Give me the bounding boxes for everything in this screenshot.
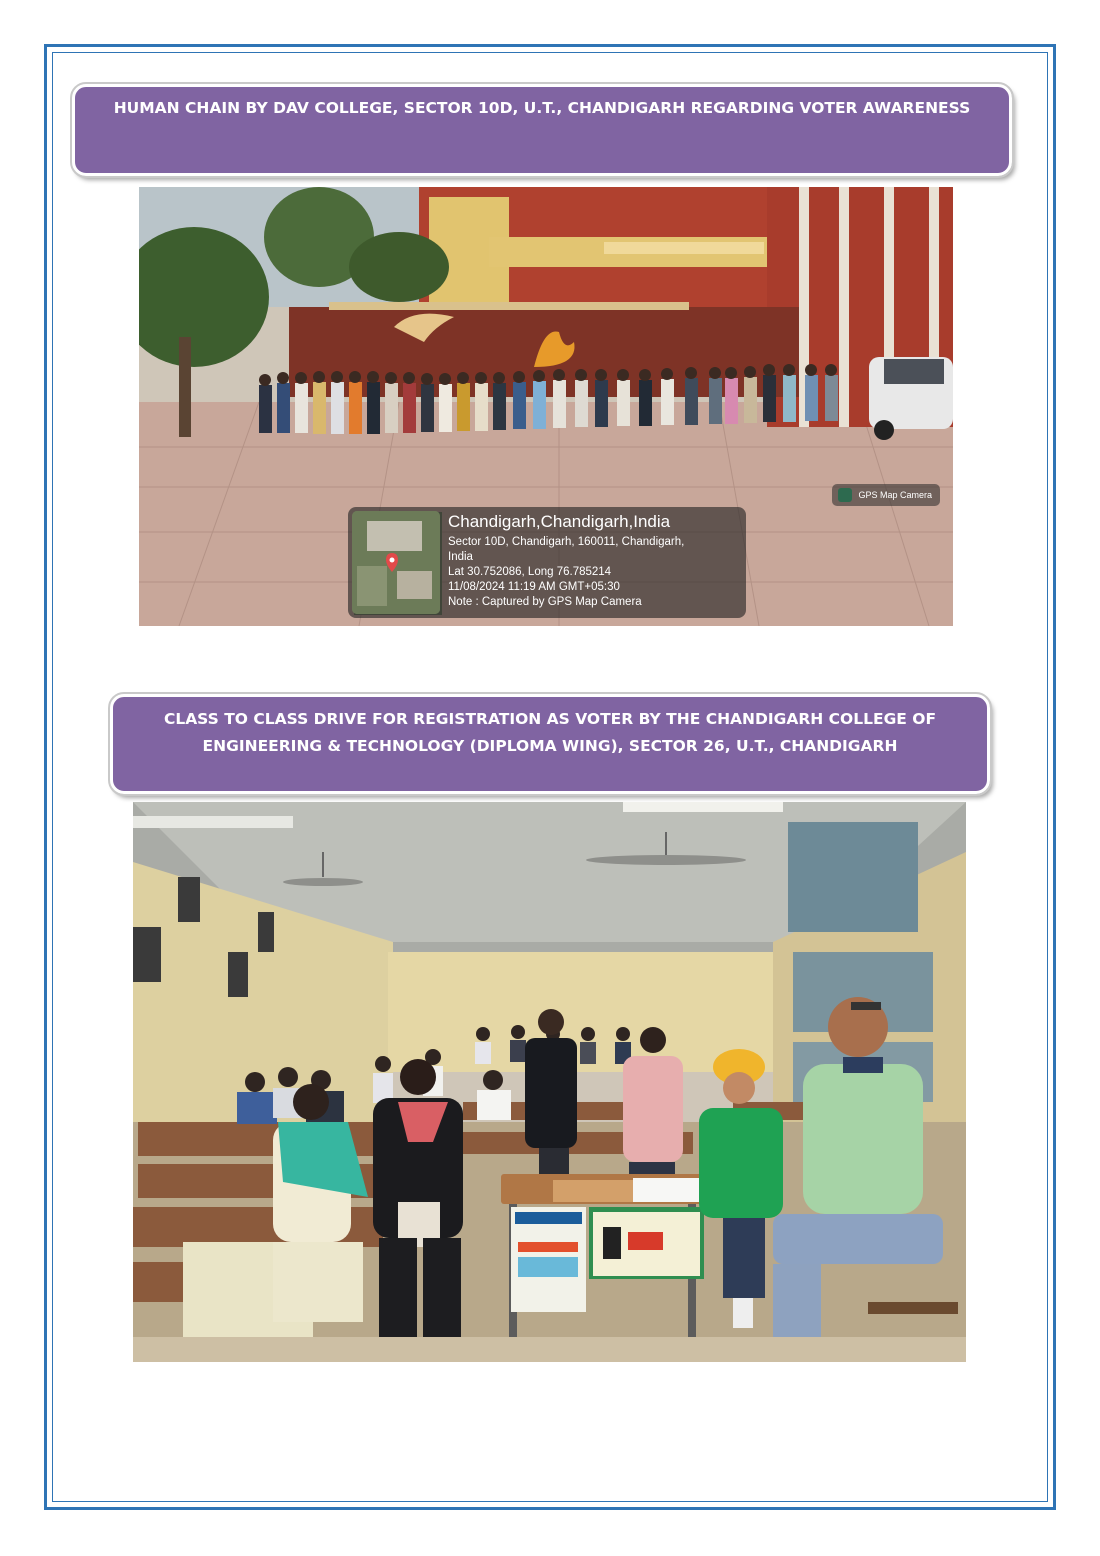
section-1-heading-line: HUMAN CHAIN BY DAV COLLEGE, SECTOR 10D, U.T., CHANDIGARH REGARDING VOTER AWARENESS	[113, 99, 971, 117]
section-2-heading-line-1: CLASS TO CLASS DRIVE FOR REGISTRATION AS VOTER BY THE CHANDIGARH COLLEGE OF	[163, 710, 937, 728]
gps-app-label: GPS Map Camera	[858, 490, 932, 500]
section-1-heading	[72, 84, 1012, 176]
gps-stamp	[348, 507, 746, 618]
section-2-heading-line-2: ENGINEERING & TECHNOLOGY (DIPLOMA WING), SECTOR 26, U.T., CHANDIGARH	[202, 737, 898, 755]
gps-address-line1: Sector 10D, Chandigarh, 160011, Chandigarh,	[448, 536, 685, 548]
gps-stamp-text	[448, 509, 740, 610]
map-icon	[352, 511, 440, 614]
gps-note: Note : Captured by GPS Map Camera	[448, 596, 642, 608]
gps-app-badge	[832, 484, 940, 506]
human-chain-photo	[139, 187, 953, 626]
gps-timestamp: 11/08/2024 11:19 AM GMT+05:30	[448, 581, 620, 593]
classroom-photo	[133, 802, 966, 1362]
classroom-scene	[133, 802, 966, 1362]
gps-camera-icon	[838, 488, 852, 502]
section-2-heading	[110, 694, 990, 794]
gps-coordinates: Lat 30.752086, Long 76.785214	[448, 566, 612, 578]
gps-location-title: Chandigarh,Chandigarh,India	[448, 512, 671, 531]
gps-map-thumbnail	[352, 511, 440, 614]
gps-address-line2: India	[448, 551, 473, 563]
